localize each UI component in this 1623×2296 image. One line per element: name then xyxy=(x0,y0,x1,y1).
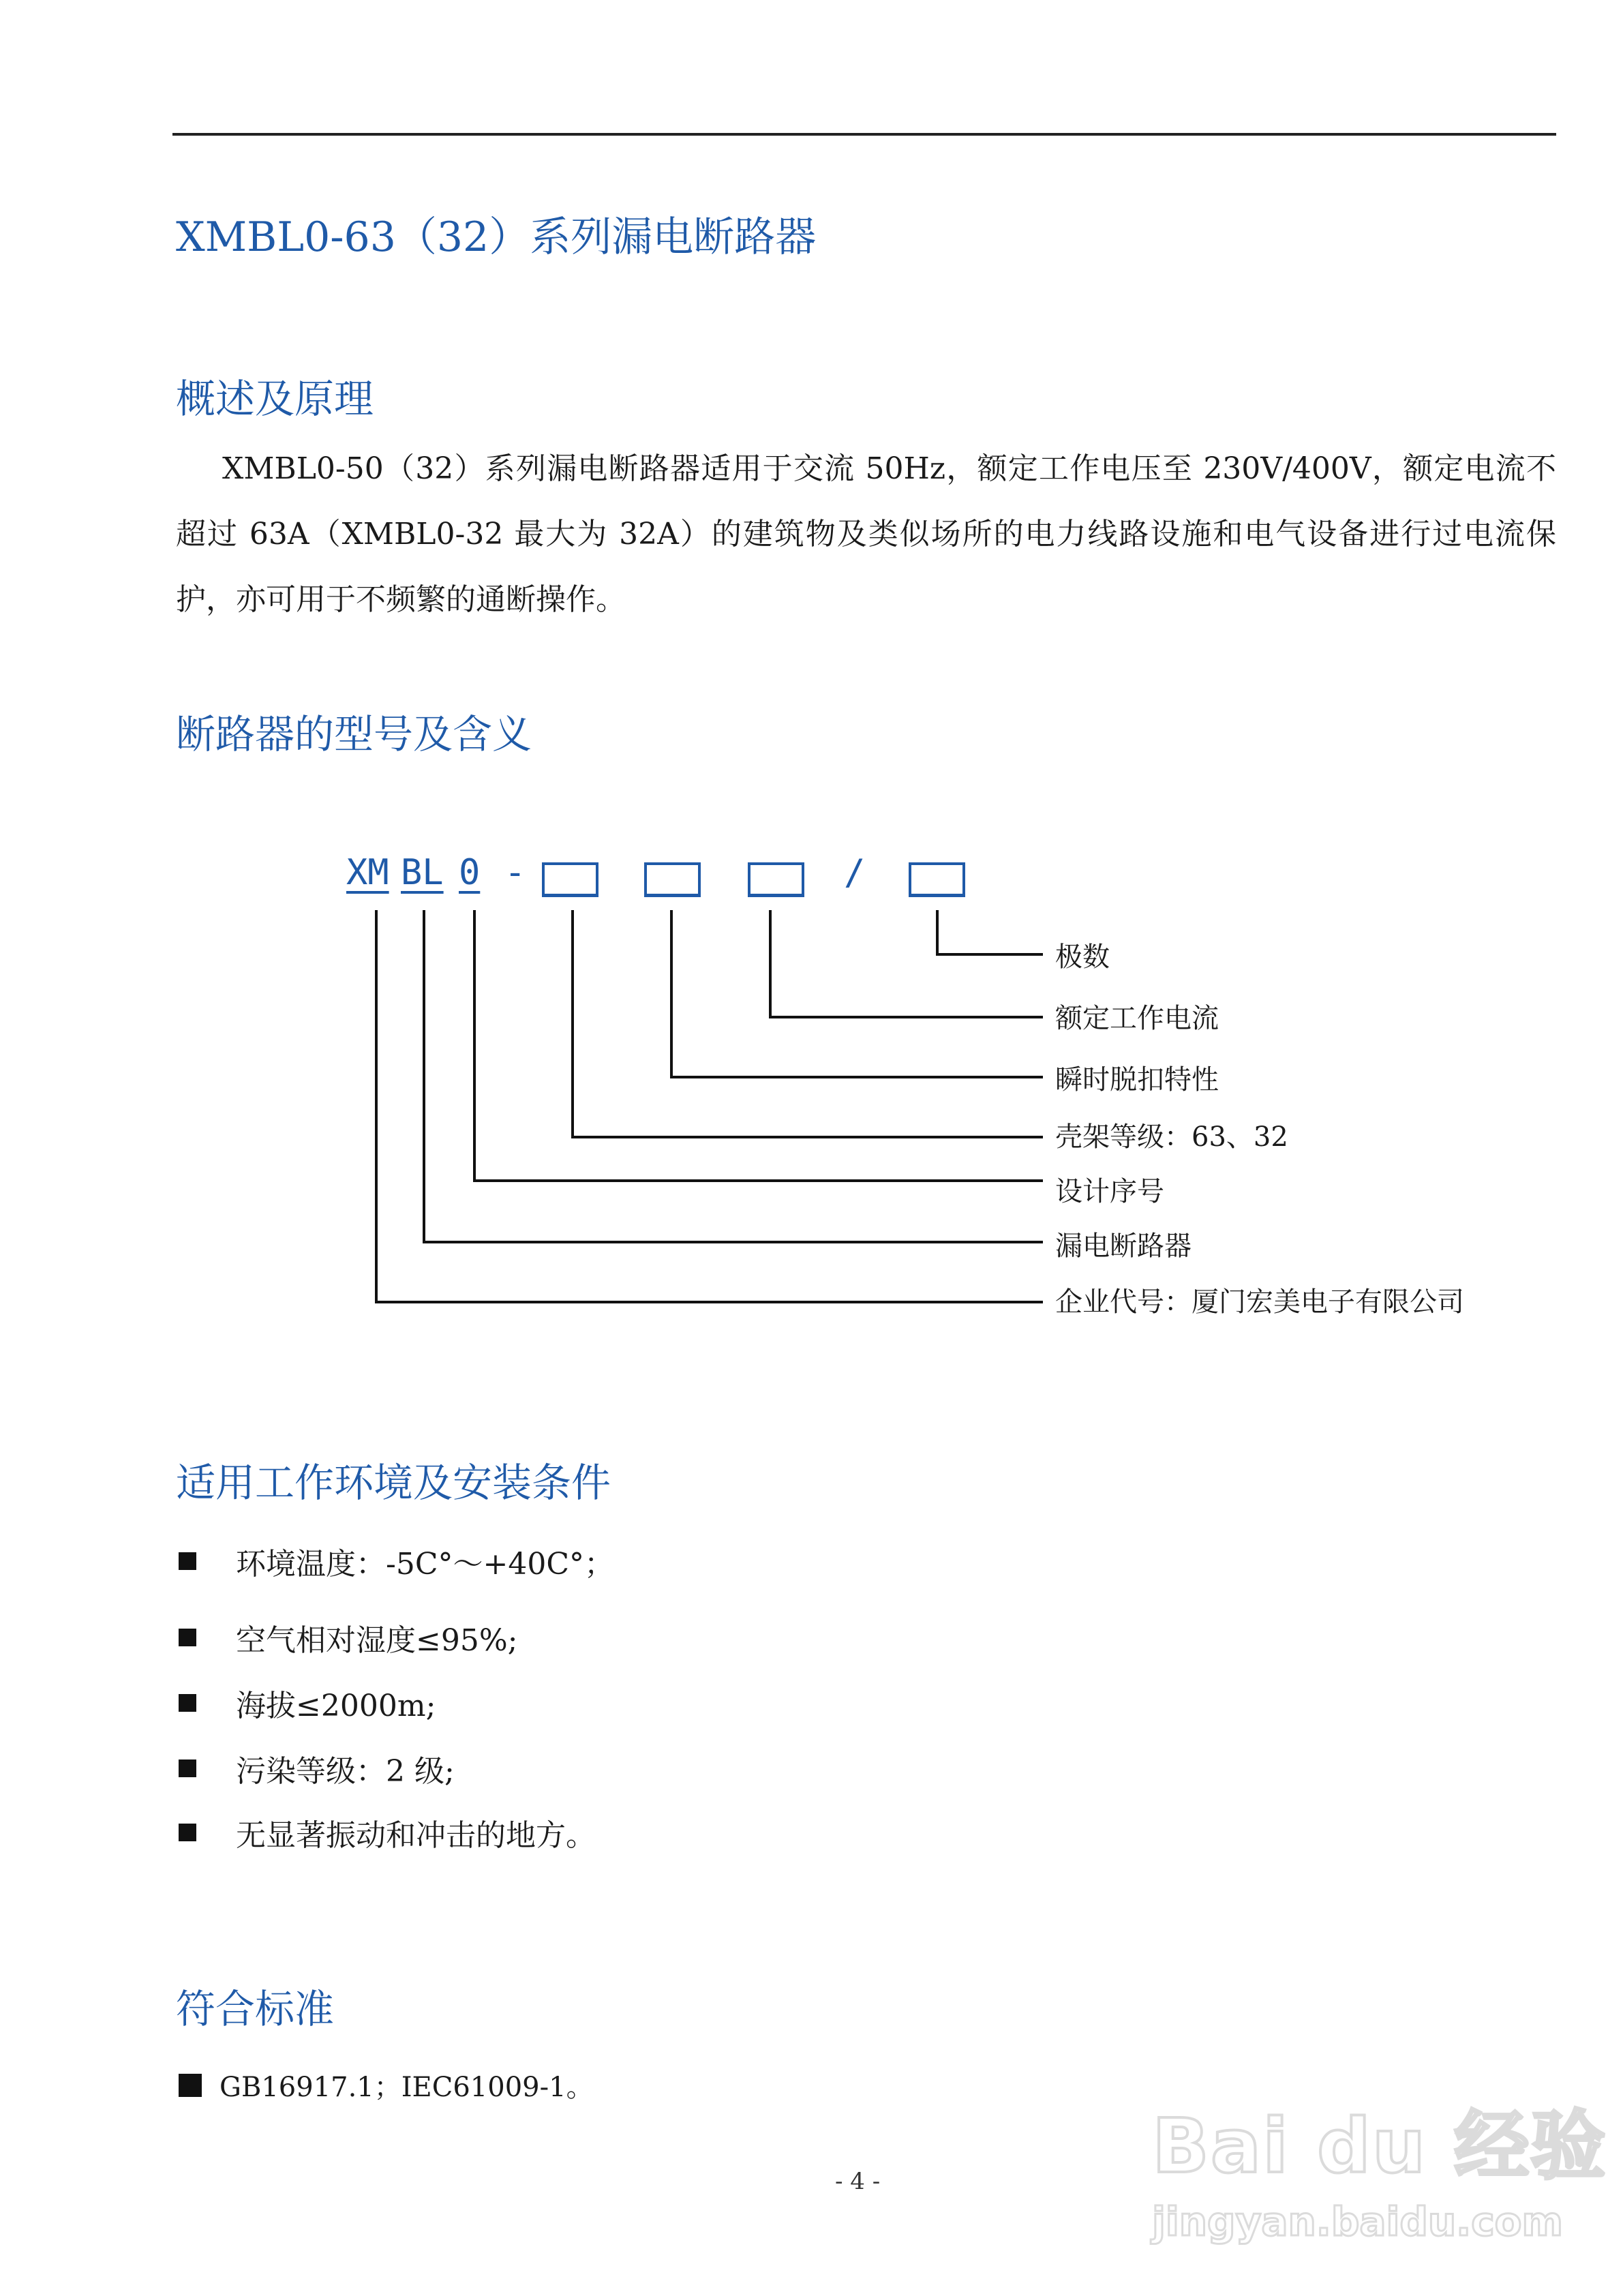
list-item xyxy=(179,1539,614,1583)
page-number: - 4 - xyxy=(835,2168,881,2195)
leader-line-poles xyxy=(937,910,1043,954)
label-rated-current: 额定工作电流 xyxy=(1055,1003,1219,1034)
watermark-url: jingyan.baidu.com xyxy=(1152,2199,1563,2245)
list-item xyxy=(179,1616,518,1659)
code-part-bl: BL xyxy=(401,852,444,893)
bullet-square-icon xyxy=(179,1694,196,1712)
code-part-0: 0 xyxy=(459,852,481,893)
leader-line-shell-rating xyxy=(573,910,1043,1137)
label-poles: 极数 xyxy=(1055,941,1110,973)
label-shell-rating: 壳架等级：63、32 xyxy=(1055,1121,1288,1153)
label-company-code: 企业代号：厦门宏美电子有限公司 xyxy=(1055,1286,1464,1318)
code-part-xm: XM xyxy=(346,852,389,893)
bullet-square-icon xyxy=(179,1629,196,1646)
list-item xyxy=(179,1811,596,1854)
list-item-text: 空气相对湿度≤95%; xyxy=(236,1623,518,1658)
overview-paragraph: XMBL0-50（32）系列漏电断路器适用于交流 50Hz，额定工作电压至 230V/400V，额定电流不超过 63A（XMBL0-32 最大为 32A）的建筑物及类似场所的电力线路设施和电气设备进行过电流保护，亦可用于不频繁的通断操作。 xyxy=(176,451,1556,617)
label-trip-characteristic: 瞬时脱扣特性 xyxy=(1055,1064,1219,1096)
bullet-square-icon xyxy=(179,2074,202,2097)
document-title: XMBL0-63（32）系列漏电断路器 xyxy=(176,213,817,261)
overview-heading: 概述及原理 xyxy=(176,376,374,422)
bullet-square-icon xyxy=(179,1552,196,1570)
code-slash: / xyxy=(844,852,866,893)
list-item-text: 海拔≤2000m; xyxy=(236,1689,436,1723)
list-item-text: 无显著振动和冲击的地方。 xyxy=(236,1818,596,1853)
list-item xyxy=(179,1681,436,1725)
list-item xyxy=(179,1747,455,1790)
label-design-number: 设计序号 xyxy=(1055,1176,1164,1207)
bullet-square-icon xyxy=(179,1759,196,1777)
standards-item xyxy=(179,2066,594,2104)
list-item-text: 污染等级：2 级; xyxy=(236,1754,455,1789)
leader-line-design-number xyxy=(474,910,1043,1181)
environment-heading: 适用工作环境及安装条件 xyxy=(176,1460,611,1506)
leader-line-trip-characteristic xyxy=(671,910,1043,1077)
leader-line-rated-current xyxy=(770,910,1043,1017)
bullet-square-icon xyxy=(179,1824,196,1841)
watermark-brand: Bai du 经验 xyxy=(1152,2102,1607,2190)
list-item-text: 环境温度：-5C°～+40C°； xyxy=(236,1547,615,1582)
model-heading: 断路器的型号及含义 xyxy=(176,711,532,757)
standards-text: GB16917.1；IEC61009-1。 xyxy=(219,2072,594,2103)
baidu-watermark xyxy=(1152,2079,1607,2256)
standards-heading: 符合标准 xyxy=(176,1986,335,2032)
label-leakage-breaker: 漏电断路器 xyxy=(1055,1230,1192,1262)
code-dash: - xyxy=(504,852,526,893)
